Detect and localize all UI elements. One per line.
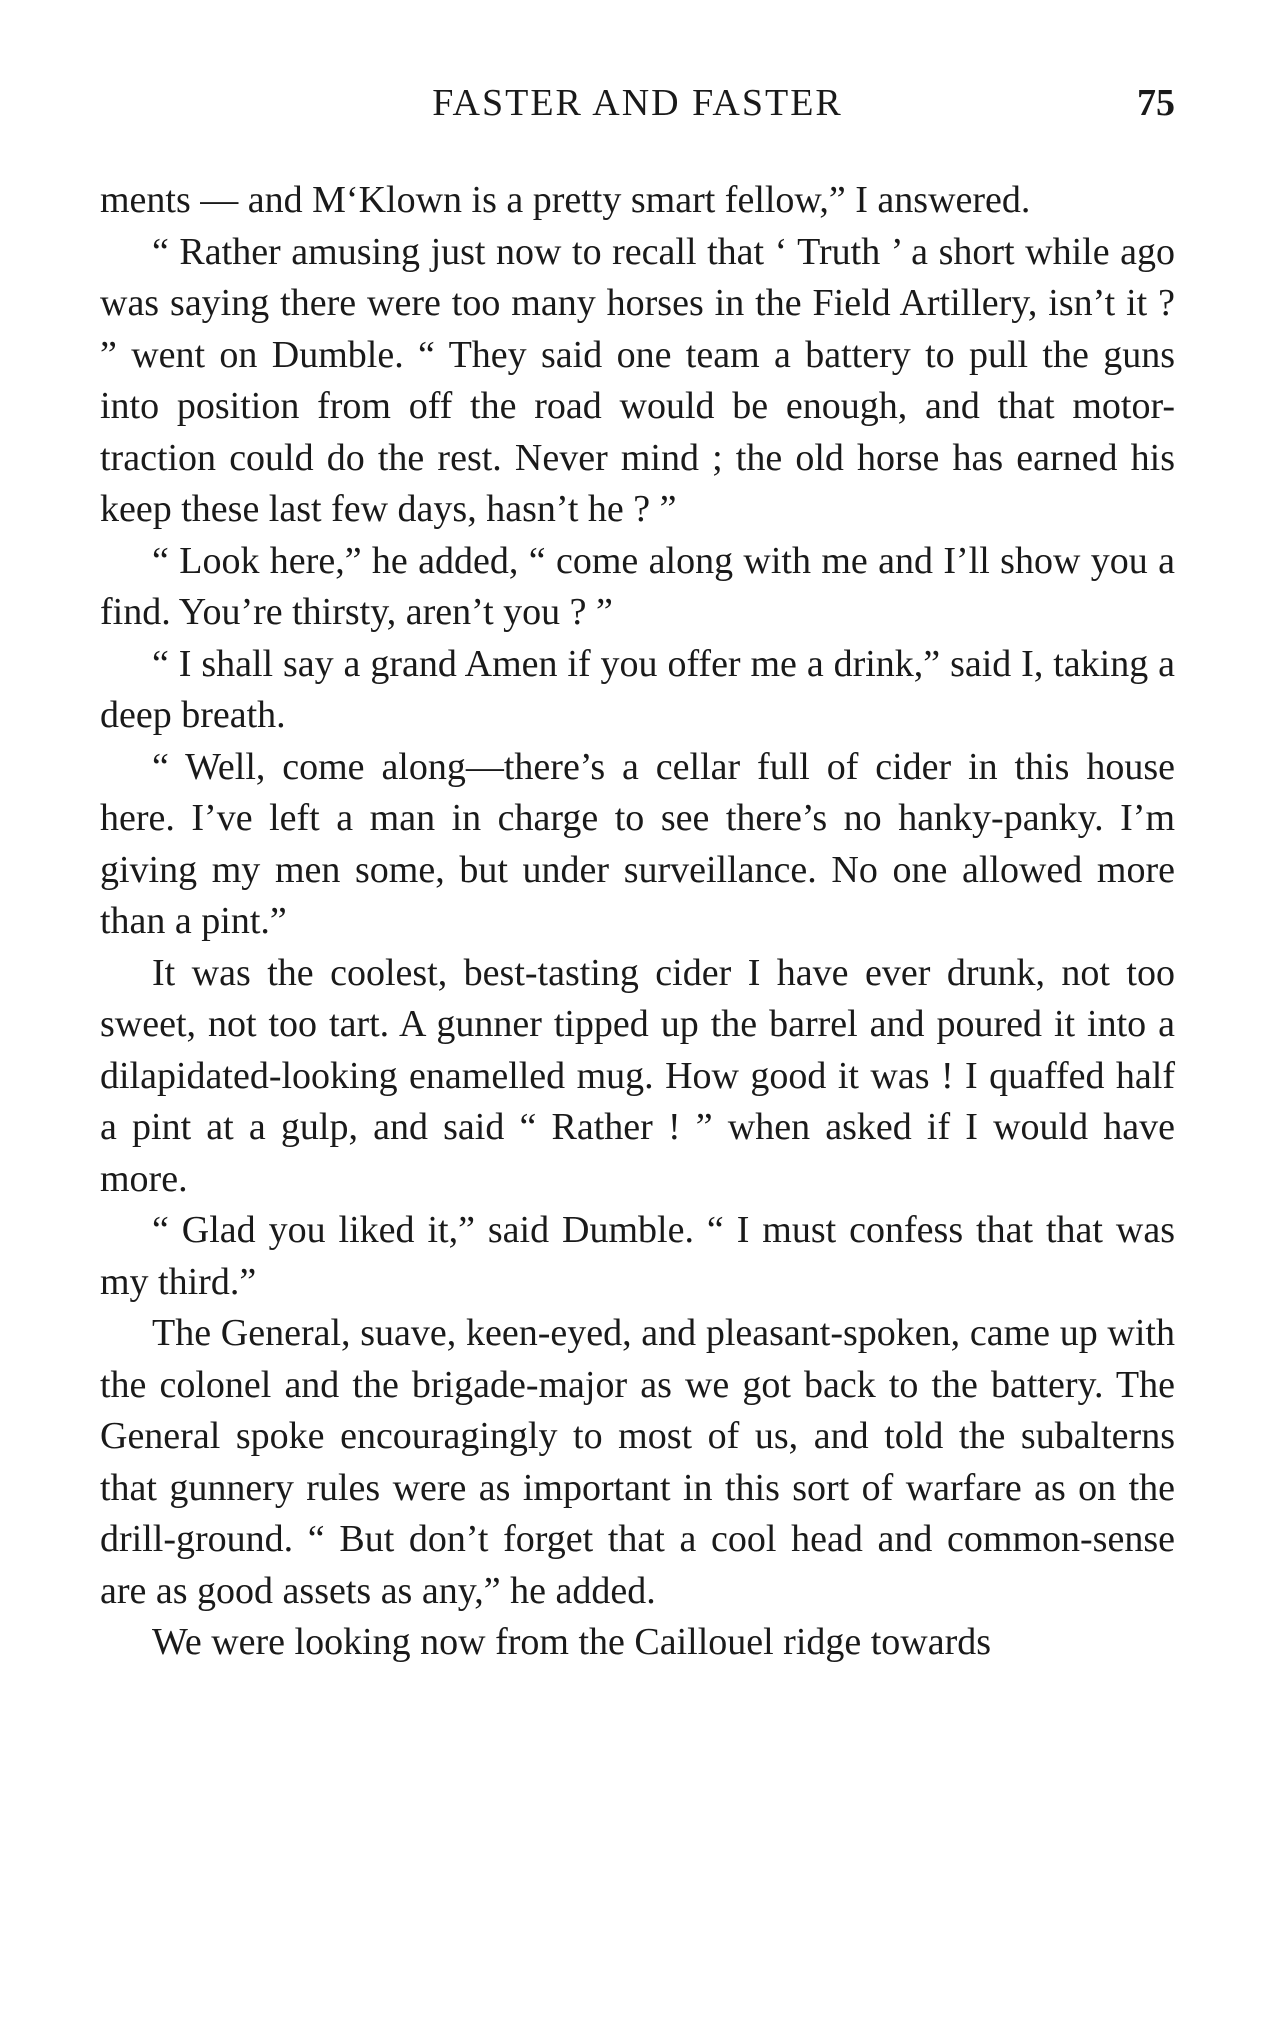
running-head — [100, 78, 1175, 128]
paragraph-continuation: ments — and M‘Klown is a pretty smart fellow,” I answered. — [100, 179, 1031, 221]
paragraph: “ Well, come along—there’s a cellar full of cider in this house here. I’ve left a man in charge to see there’s no hanky-panky. I’m giving my men some, but under surveillance. No one allowed more than a pint.” — [100, 745, 1175, 942]
body-text — [100, 175, 1175, 1669]
paragraph: “ Glad you liked it,” said Dumble. “ I must confess that that was my third.” — [100, 1209, 1175, 1303]
paragraph: “ Rather amusing just now to recall that ‘ Truth ’ a short while ago was saying there were too many horses in the Field Artillery, isn’t it ? ” went on Dumble. “ They said one team a battery to pull the guns into position from off the road would be enough, and that motor-traction could do the rest. Never mind ; the old horse has earned his keep these last few days, hasn’t he ? ” — [100, 230, 1175, 530]
paragraph: We were looking now from the Caillouel ridge towards — [152, 1621, 992, 1663]
paragraph: “ I shall say a grand Amen if you offer me a drink,” said I, taking a deep breath. — [100, 642, 1175, 736]
paragraph: The General, suave, keen-eyed, and pleasant-spoken, came up with the colonel and the brigade-major as we got back to the battery. The General spoke encouragingly to most of us, and told the subalterns that gunnery rules were as important in this sort of warfare as on the drill-ground. “ But don’t forget that a cool head and common-sense are as good assets as any,” he added. — [100, 1312, 1175, 1612]
paragraph: It was the coolest, best-tasting cider I have ever drunk, not too sweet, not too tart. A gunner tipped up the barrel and poured it into a dilapidated-looking enamelled mug. How good it was ! I quaffed half a pint at a gulp, and said “ Rather ! ” when asked if I would have more. — [100, 951, 1175, 1200]
page-number: 75 — [1137, 82, 1175, 124]
paragraph: “ Look here,” he added, “ come along with me and I’ll show you a find. You’re thirsty, aren’t you ? ” — [100, 539, 1175, 633]
running-title: FASTER AND FASTER — [432, 82, 843, 124]
